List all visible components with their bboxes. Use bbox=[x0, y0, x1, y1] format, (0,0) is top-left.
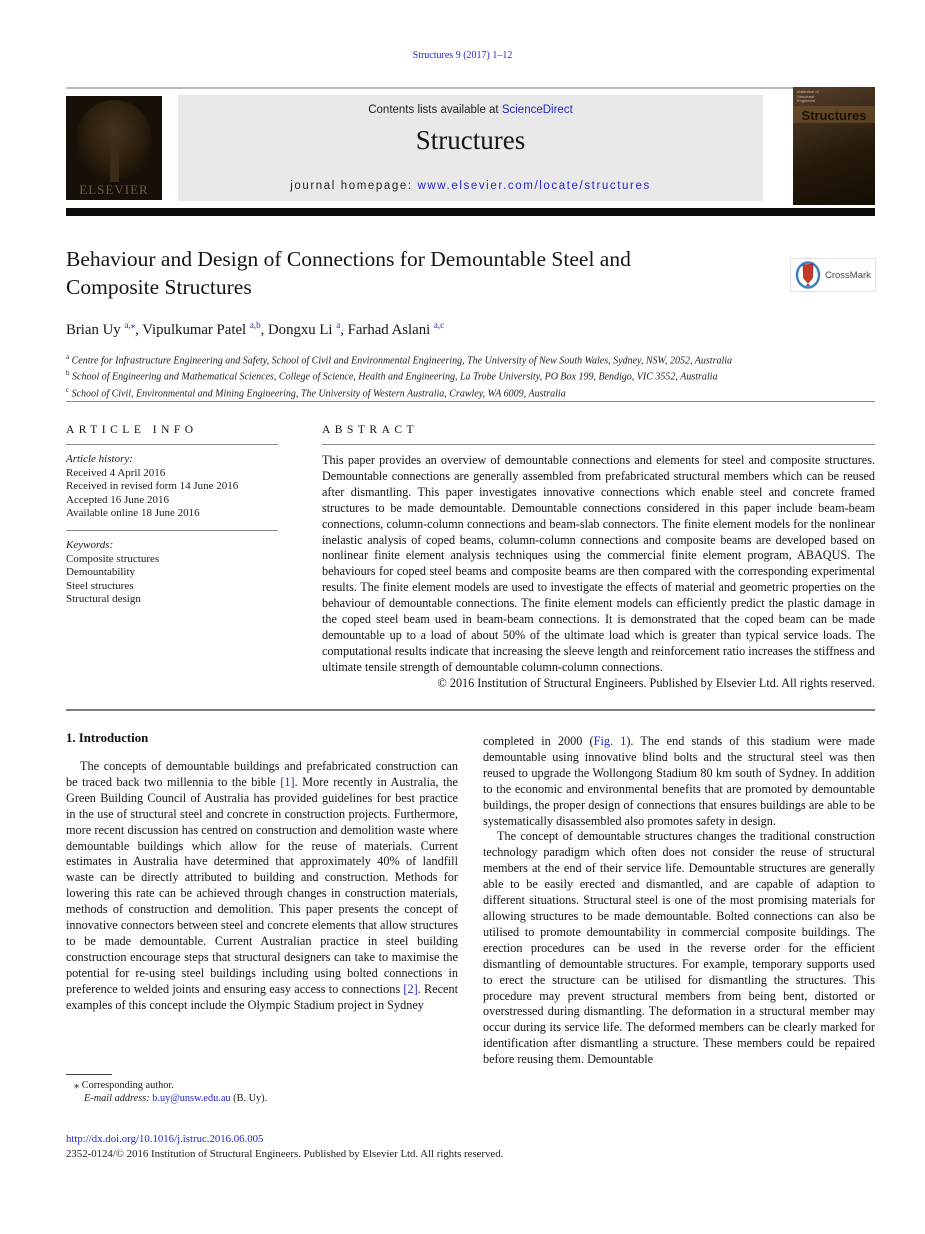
abstract-body-divider bbox=[66, 709, 875, 711]
email-label: E-mail address: bbox=[84, 1093, 150, 1105]
abstract-section bbox=[322, 424, 875, 692]
citation-ref-1[interactable]: [1] bbox=[280, 774, 295, 789]
author-name: , Dongxu Li bbox=[260, 321, 337, 338]
contents-prefix: Contents lists available at bbox=[368, 104, 502, 116]
running-head-citation bbox=[0, 50, 925, 61]
body-text: completed in 2000 ( bbox=[483, 734, 594, 748]
citation-link[interactable]: Structures 9 (2017) 1–12 bbox=[412, 50, 513, 61]
email-link[interactable]: b.uy@unsw.edu.au bbox=[149, 1093, 231, 1105]
issn-copyright-line: 2352-0124/© 2016 Institution of Structural Engineers. Published by Elsevier Ltd. All rights reserved. bbox=[66, 1148, 504, 1160]
affiliation-line bbox=[66, 367, 875, 383]
crossmark-badge[interactable] bbox=[790, 258, 876, 292]
keyword-item: Steel structures bbox=[66, 579, 134, 592]
homepage-link[interactable]: www.elsevier.com/locate/structures bbox=[417, 180, 651, 192]
elsevier-wordmark: ELSEVIER bbox=[79, 182, 149, 197]
author-affil-sup[interactable]: a,b bbox=[249, 320, 261, 330]
author-name: Brian Uy bbox=[66, 321, 125, 338]
header-divider bbox=[66, 87, 875, 89]
affil-sup: b bbox=[66, 369, 70, 378]
section-heading-introduction: 1. Introduction bbox=[66, 731, 149, 745]
affil-text: School of Engineering and Mathematical Sciences, College of Science, Health and Engineering, La Trobe University, PO Box 199, Bendigo, VIC 3552, Australia bbox=[69, 371, 718, 383]
body-text: . More recently in Australia, the Green Building Council of Australia has provided guidelines for best practice in the use of structural steel and concrete in construction projects. Furthermore, more recent discussion has centred on construction and demolition waste where demountable buildings which allow for the reuse of materials. Current estimates in Australia have determined that approximately 40% of landfill waste can be directly attributed to building and construction. Methods for lowering this rate can be achieved through changes in construction materials, methods of construction and demolition. This paper presents the concept of innovative connectors between steel and concrete elements that allow structures to be made demountable. Current Australian practice in steel building construction encourage steps that structural designers can take to maximise the potential for re-using steel buildings including using bolted connections in preference to welded joints and ensuring easy access to connections bbox=[66, 774, 458, 996]
journal-title: Structures bbox=[415, 125, 526, 155]
keyword-item: Structural design bbox=[66, 593, 141, 606]
article-title: Behaviour and Design of Connections for Demountable Steel and Composite Structures bbox=[66, 247, 631, 299]
author-affil-sup[interactable]: a,⁎ bbox=[124, 320, 136, 330]
affil-text: Centre for Infrastructure Engineering and Safety, School of Civil and Environmental Engineering, The University of New South Wales, Sydney, NSW, 2052, Australia bbox=[69, 355, 733, 367]
body-text: . Recent examples of this concept include the Olympic Stadium project in Sydney bbox=[66, 981, 458, 1012]
citation-ref-2[interactable]: [2] bbox=[403, 981, 418, 996]
homepage-line bbox=[178, 180, 763, 192]
body-column-left bbox=[66, 759, 458, 1014]
history-item: Accepted 16 June 2016 bbox=[66, 493, 169, 506]
footnote-block bbox=[66, 1079, 458, 1105]
keyword-item: Demountability bbox=[66, 566, 136, 579]
abstract-copyright: © 2016 Institution of Structural Engineers. Published by Elsevier Ltd. All rights reserved. bbox=[437, 675, 875, 690]
affil-sup: a bbox=[66, 353, 70, 361]
abstract-heading: ABSTRACT bbox=[322, 424, 419, 436]
footnote-marker: ⁎ bbox=[74, 1080, 80, 1091]
body-column-right bbox=[483, 734, 875, 1068]
history-item: Received 4 April 2016 bbox=[66, 466, 166, 479]
keyword-item: Composite structures bbox=[66, 552, 160, 565]
homepage-prefix: journal homepage: bbox=[290, 180, 418, 192]
author-affil-sup[interactable]: a,c bbox=[433, 320, 445, 330]
history-item: Available online 18 June 2016 bbox=[66, 507, 200, 520]
corresponding-author-note bbox=[66, 1079, 458, 1092]
author-affil-sup[interactable]: a bbox=[336, 320, 341, 330]
affiliation-line bbox=[66, 384, 875, 400]
author-name: , Farhad Aslani bbox=[340, 321, 434, 338]
article-history bbox=[66, 453, 278, 521]
figure-ref-1[interactable]: Fig. 1 bbox=[593, 734, 627, 748]
history-label: Article history: bbox=[66, 453, 133, 465]
info-divider bbox=[66, 530, 278, 531]
affiliations-divider bbox=[66, 401, 875, 402]
affil-text: School of Civil, Environmental and Mining Engineering, The University of Western Australia, Crawley, WA 6009, Australia bbox=[69, 387, 566, 399]
email-line bbox=[66, 1092, 458, 1105]
contents-line bbox=[178, 104, 763, 116]
article-info-rule bbox=[66, 444, 278, 445]
article-info-heading: ARTICLE INFO bbox=[66, 424, 198, 436]
affil-sup: c bbox=[66, 385, 70, 394]
author-line bbox=[66, 320, 444, 339]
affiliations bbox=[66, 351, 875, 400]
crossmark-icon bbox=[795, 261, 821, 289]
keywords-label: Keywords: bbox=[66, 538, 114, 551]
journal-banner bbox=[178, 95, 763, 201]
affiliation-line bbox=[66, 351, 875, 367]
abstract-text: This paper provides an overview of demountable connections and elements for steel and composite structures. Demountable connections are generally assembled from prefabricated structural members which can be reused after dismantling. This paper investigates innovative connections which enable steel and concrete framed structures to be made demountable. Demountable connections considered in this paper include beam-beam connections, column-column connections and beam-slab connectors. The finite element models for the nonlinear inelastic analysis of coped beams, column-column connections and composite beams are developed based on nonlinear finite element analysis techniques using the commercial finite element program, ABAQUS. The behaviours for coped steel beams and composite beams are then compared with the corresponding experimental results. The finite element models are used to investigate the effects of material and geometric properties on the behaviour of demountable connections. The finite element models can efficiently predict the plastic damage in the coped steel beam used in beam-beam connections. It is demonstrated that the coped beam can be made demountable up to a load of about 50% of the ultimate load which is greater than typical service loads. The computational results indicate that increasing the sleeve length and reinforcement ratio increases the stiffness and ultimate tensile strength of demountable column-column connections. bbox=[322, 453, 875, 674]
cover-publisher-mark: Institution of Structural Engineers bbox=[797, 89, 819, 103]
body-paragraph: The concept of demountable structures changes the traditional construction technology paradigm which often does not consider the reuse of structural members at the end of their service life. Demountable structures are generally able to be easily erected and dismantled, and are capable of adaption to different situations. Structural steel is one of the most promising materials for allowing structures to be made demountable. Bolted connections can also be utilised to promote demountability in commercial composite buildings. The erection procedures can be used in the reverse order for the efficient dismantling of demountable structures. For example, temporary supports used to erect the structure can be utilised for dismantling the structures. This procedure may prevent structural members from being bent, distorted or overstressed during dismantling. The deformation in a structural member may occur during its service life. The deformed members can be clearly marked for identification after dismantling a structure. These members could be repaired before reusing them. Demountable bbox=[483, 829, 875, 1067]
abstract-rule bbox=[322, 444, 875, 445]
article-info-section bbox=[66, 424, 278, 607]
cover-title: Structures bbox=[801, 108, 867, 123]
doi-link[interactable]: http://dx.doi.org/10.1016/j.istruc.2016.06.005 bbox=[66, 1133, 264, 1145]
body-paragraph bbox=[483, 734, 875, 829]
journal-cover-thumbnail[interactable] bbox=[793, 87, 875, 205]
keywords-block bbox=[66, 539, 278, 607]
doi-line bbox=[66, 1133, 263, 1145]
crossmark-label: CrossMark bbox=[825, 269, 871, 281]
body-text: The concepts of demountable buildings and prefabricated construction can be traced back two millennia to the bible bbox=[66, 759, 458, 789]
history-item: Received in revised form 14 June 2016 bbox=[66, 480, 239, 493]
email-suffix: (B. Uy). bbox=[230, 1093, 268, 1105]
footnote-text: Corresponding author. bbox=[79, 1080, 174, 1091]
footnote-divider bbox=[66, 1074, 112, 1075]
elsevier-logo[interactable] bbox=[66, 96, 162, 200]
sciencedirect-link[interactable]: ScienceDirect bbox=[501, 104, 573, 116]
section-bar bbox=[66, 208, 875, 216]
author-name: , Vipulkumar Patel bbox=[135, 321, 250, 338]
body-text: ). The end stands of this stadium were made demountable using innovative blind bolts and the structural steel was then reused to upgrade the Wollongong Stadium 80 km south of Sydney. In addition to the economic and environmental benefits that are promoted by demountable buildings, the proper design of connections that ensures buildings are able to be systematically disassembled also promotes safety in design. bbox=[483, 734, 875, 828]
elsevier-tree-trunk-icon bbox=[110, 144, 119, 182]
